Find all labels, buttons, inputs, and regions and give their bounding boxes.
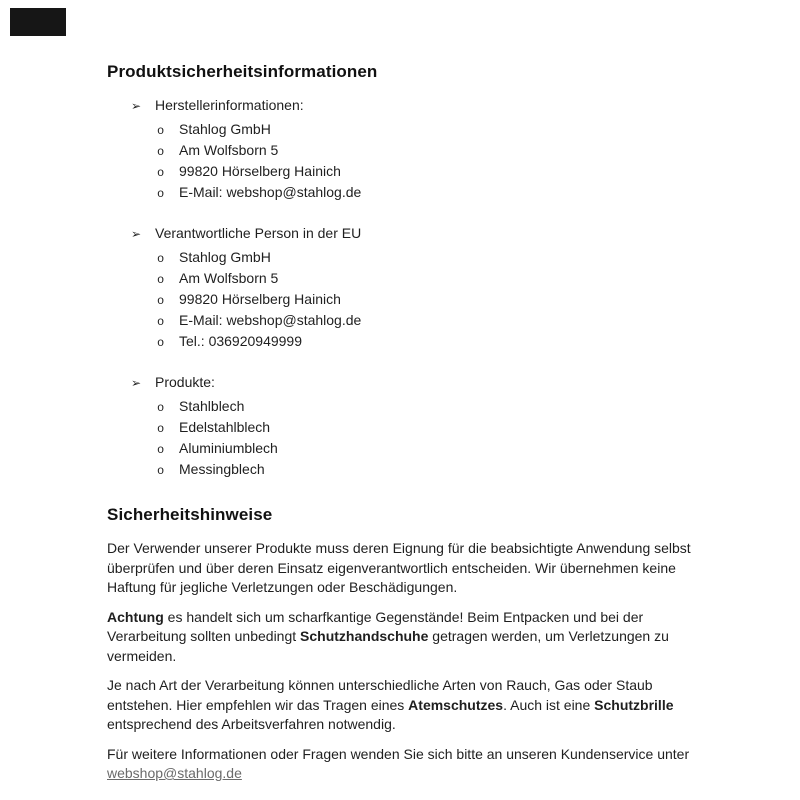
paragraph-contact (107, 745, 695, 784)
list-subitem (107, 290, 695, 311)
list-subitem (107, 141, 695, 162)
list-subitem-text: E-Mail: webshop@stahlog.de (179, 312, 362, 328)
circle-bullet-icon: o (157, 124, 165, 138)
bold-text: Schutzbrille (594, 696, 674, 713)
list-item-label: Verantwortliche Person in der EU (155, 225, 362, 241)
list-subitem (107, 120, 695, 141)
list-subitem-text: Stahlblech (179, 398, 245, 414)
section-title-safety-notes: Sicherheitshinweise (107, 505, 273, 524)
circle-bullet-icon: o (157, 315, 165, 329)
paragraph-text: Für weitere Informationen oder Fragen wenden Sie sich bitte an unseren Kundenservice unter (107, 745, 690, 762)
arrow-bullet-icon: ➢ (131, 376, 142, 390)
email-link[interactable]: webshop@stahlog.de (107, 765, 242, 781)
list-subitem (107, 248, 695, 269)
list-subitem-text: Tel.: 036920949999 (179, 333, 302, 349)
paragraph-processing (107, 676, 695, 735)
list-subitem-text: Am Wolfsborn 5 (179, 270, 279, 286)
section-title-product-safety: Produktsicherheitsinformationen (107, 62, 378, 81)
paragraph-text: Der Verwender unserer Produkte muss deren Eignung für die beabsichtigte Anwendung selbst überprüfen und über deren Einsatz eigenverantwortlich entscheiden. Wir übernehmen keine Haftung für jegliche Verletzungen oder Beschädigungen. (107, 540, 691, 595)
list-subitem-text: 99820 Hörselberg Hainich (179, 291, 341, 307)
circle-bullet-icon: o (157, 187, 165, 201)
arrow-bullet-icon: ➢ (131, 99, 142, 113)
list-subitem (107, 439, 695, 460)
list-subitem-text: Aluminiumblech (179, 440, 278, 456)
list-subitem-text: 99820 Hörselberg Hainich (179, 163, 341, 179)
list-subitem-text: Am Wolfsborn 5 (179, 142, 279, 158)
responsible-person-group (107, 224, 695, 353)
circle-bullet-icon: o (157, 166, 165, 180)
manufacturer-info-group (107, 96, 695, 204)
list-subitem (107, 269, 695, 290)
paragraph-liability (107, 539, 695, 598)
list-subitem (107, 397, 695, 418)
list-item (107, 96, 695, 116)
list-item (107, 373, 695, 393)
list-subitem (107, 311, 695, 332)
list-subitem (107, 183, 695, 204)
circle-bullet-icon: o (157, 294, 165, 308)
circle-bullet-icon: o (157, 401, 165, 415)
list-subitem-text: Messingblech (179, 461, 265, 477)
list-item-label: Herstellerinformationen: (155, 97, 304, 113)
list-subitem-text: Edelstahlblech (179, 419, 271, 435)
circle-bullet-icon: o (157, 443, 165, 457)
list-subitem (107, 162, 695, 183)
bold-text: Achtung (107, 608, 164, 625)
paragraph-text: es handelt sich um scharfkantige Gegenstände! Beim Entpacken und bei der Verarbeitung sollten unbedingt (107, 608, 644, 644)
list-subitem-text: E-Mail: webshop@stahlog.de (179, 184, 362, 200)
circle-bullet-icon: o (157, 145, 165, 159)
list-subitem (107, 418, 695, 439)
circle-bullet-icon: o (157, 252, 165, 266)
list-subitem (107, 332, 695, 353)
paragraph-text: getragen werden, um Verletzungen zu vermeiden. (107, 628, 669, 664)
list-subitem-text: Stahlog GmbH (179, 121, 271, 137)
bold-text: Schutzhandschuhe (300, 628, 429, 644)
paragraph-text: . Auch ist eine (503, 696, 595, 713)
circle-bullet-icon: o (157, 464, 165, 478)
paragraph-text: Je nach Art der Verarbeitung können unterschiedliche Arten von Rauch, Gas oder Staub entstehen. Hier empfehlen wir das Tragen eines (107, 677, 653, 713)
list-subitem (107, 460, 695, 481)
list-item (107, 224, 695, 244)
list-item-label: Produkte: (155, 374, 215, 390)
arrow-bullet-icon: ➢ (131, 227, 142, 241)
circle-bullet-icon: o (157, 422, 165, 436)
list-subitem-text: Stahlog GmbH (179, 249, 271, 265)
paragraph-warning (107, 608, 695, 667)
products-group (107, 373, 695, 481)
bold-text: Atemschutzes (408, 696, 504, 713)
paragraph-text: entsprechend des Arbeitsverfahren notwendig. (107, 716, 396, 732)
circle-bullet-icon: o (157, 336, 165, 350)
circle-bullet-icon: o (157, 273, 165, 287)
document-content (107, 62, 695, 794)
logo (10, 8, 66, 36)
